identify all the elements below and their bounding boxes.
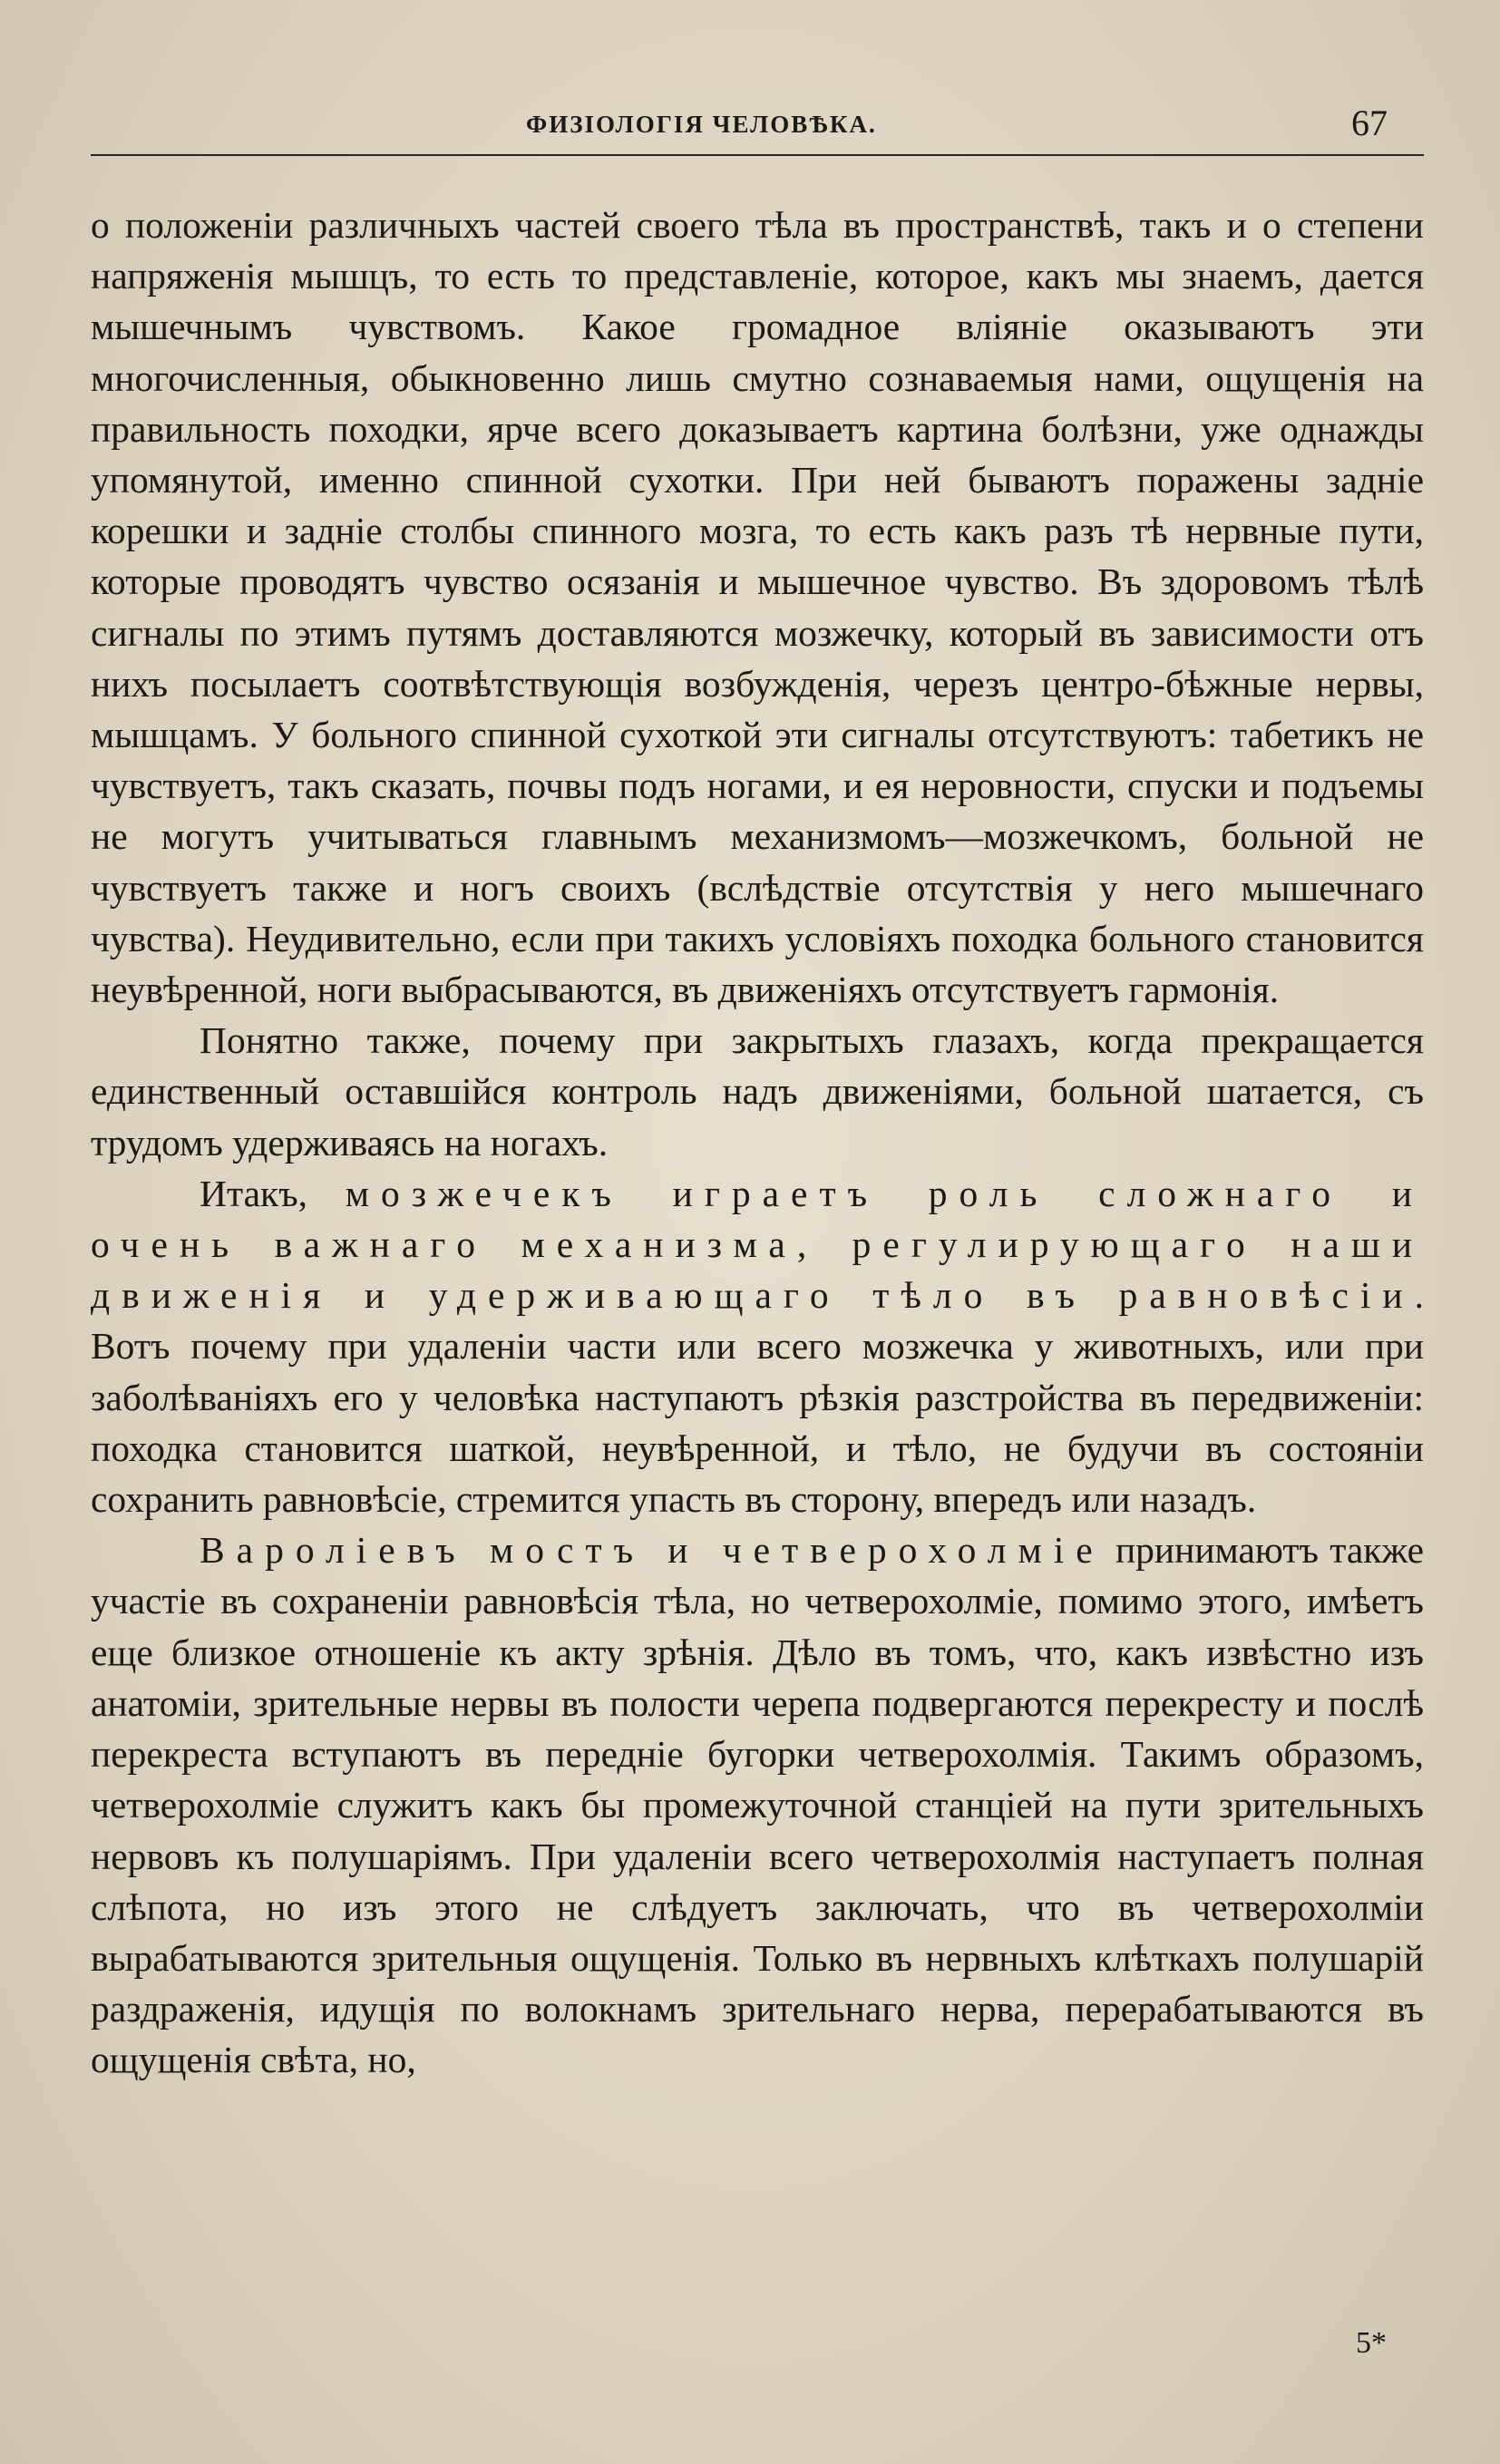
paragraph-3-emphasis: мозжечекъ играетъ роль сложнаго и очень важнаго механизма, регулирующаго наши движенія и удерживающаго тѣло въ равновѣсіи — [91, 1172, 1425, 1317]
paragraph-3 — [91, 1168, 1424, 1524]
paragraph-3-rest: . Вотъ почему при удаленіи части или всего мозжечка у животныхъ, или при заболѣваніяхъ его у человѣка наступаютъ рѣзкія разстройства въ передвиженіи: походка становится шаткой, неувѣренной, и тѣло, не будучи въ состояніи сохранить равновѣсіе, стремится упасть въ сторону, впередъ или назадъ. — [91, 1274, 1424, 1521]
paragraph-1: о положеніи различныхъ частей своего тѣла въ пространствѣ, такъ и о степени напряженія мышцъ, то есть то представленіе, которое, какъ мы знаемъ, дается мышечнымъ чувствомъ. Какое громадное вліяніе оказываютъ эти многочисленныя, обыкновенно лишь смутно сознаваемыя нами, ощущенія на правильность походки, ярче всего доказываетъ картина болѣзни, уже однажды упомянутой, именно спинной сухотки. При ней бываютъ поражены задніе корешки и задніе столбы спинного мозга, то есть какъ разъ тѣ нервные пути, которые проводятъ чувство осязанія и мышечное чувство. Въ здоровомъ тѣлѣ сигналы по этимъ путямъ доставляются мозжечку, который въ зависимости отъ нихъ посылаетъ соотвѣтствующія возбужденія, черезъ центро-бѣжные нервы, мышцамъ. У больного спинной сухоткой эти сигналы отсутствуютъ: табетикъ не чувствуетъ, такъ сказать, почвы подъ ногами, и ея неровности, спуски и подъемы не могутъ учитываться главнымъ механизмомъ—мозжечкомъ, больной не чувствуетъ также и ногъ своихъ (вслѣдствіе отсутствія у него мышечнаго чувства). Неудивительно, если при такихъ условіяхъ походка больного становится неувѣренной, ноги выбрасываются, въ движеніяхъ отсутствуетъ гармонія. — [91, 204, 1424, 1011]
paragraph-2: Понятно также, почему при закрытыхъ глазахъ, когда прекращается единственный оставшійся контроль надъ движеніями, больной шатается, съ трудомъ удерживаясь на ногахъ. — [91, 1019, 1424, 1164]
paragraph-4 — [91, 1524, 1424, 2085]
running-title: ФИЗІОЛОГІЯ ЧЕЛОВѢКА. — [526, 111, 877, 138]
signature-mark: 5* — [1356, 2326, 1387, 2360]
body-text — [91, 200, 1424, 2086]
page-number: 67 — [1351, 102, 1388, 143]
running-header — [91, 91, 1424, 156]
paragraph-4-rest: принимаютъ также участіе въ сохраненіи равновѣсія тѣла, но четверохолміе, помимо этого, имѣетъ еще близкое отношеніе къ акту зрѣнія. Дѣло въ томъ, что, какъ извѣстно изъ анатоміи, зрительные нервы въ полости черепа подвергаются перекресту и послѣ перекреста вступаютъ въ передніе бугорки четверохолмія. Такимъ образомъ, четверохолміе служитъ какъ бы промежуточной станціей на пути зрительныхъ нервовъ къ полушаріямъ. При удаленіи всего четверохолмія наступаетъ полная слѣпота, но изъ этого не слѣдуетъ заключать, что въ четверохолміи вырабатываются зрительныя ощущенія. Только въ нервныхъ клѣткахъ полушарій раздраженія, идущія по волокнамъ зрительнаго нерва, перерабатываются въ ощущенія свѣта, но, — [91, 1529, 1424, 2081]
paragraph-3-lead: Итакъ, — [200, 1172, 346, 1214]
paragraph-4-emphasis: Вароліевъ мостъ и четверохолміе — [200, 1529, 1105, 1572]
book-page — [91, 91, 1424, 2086]
